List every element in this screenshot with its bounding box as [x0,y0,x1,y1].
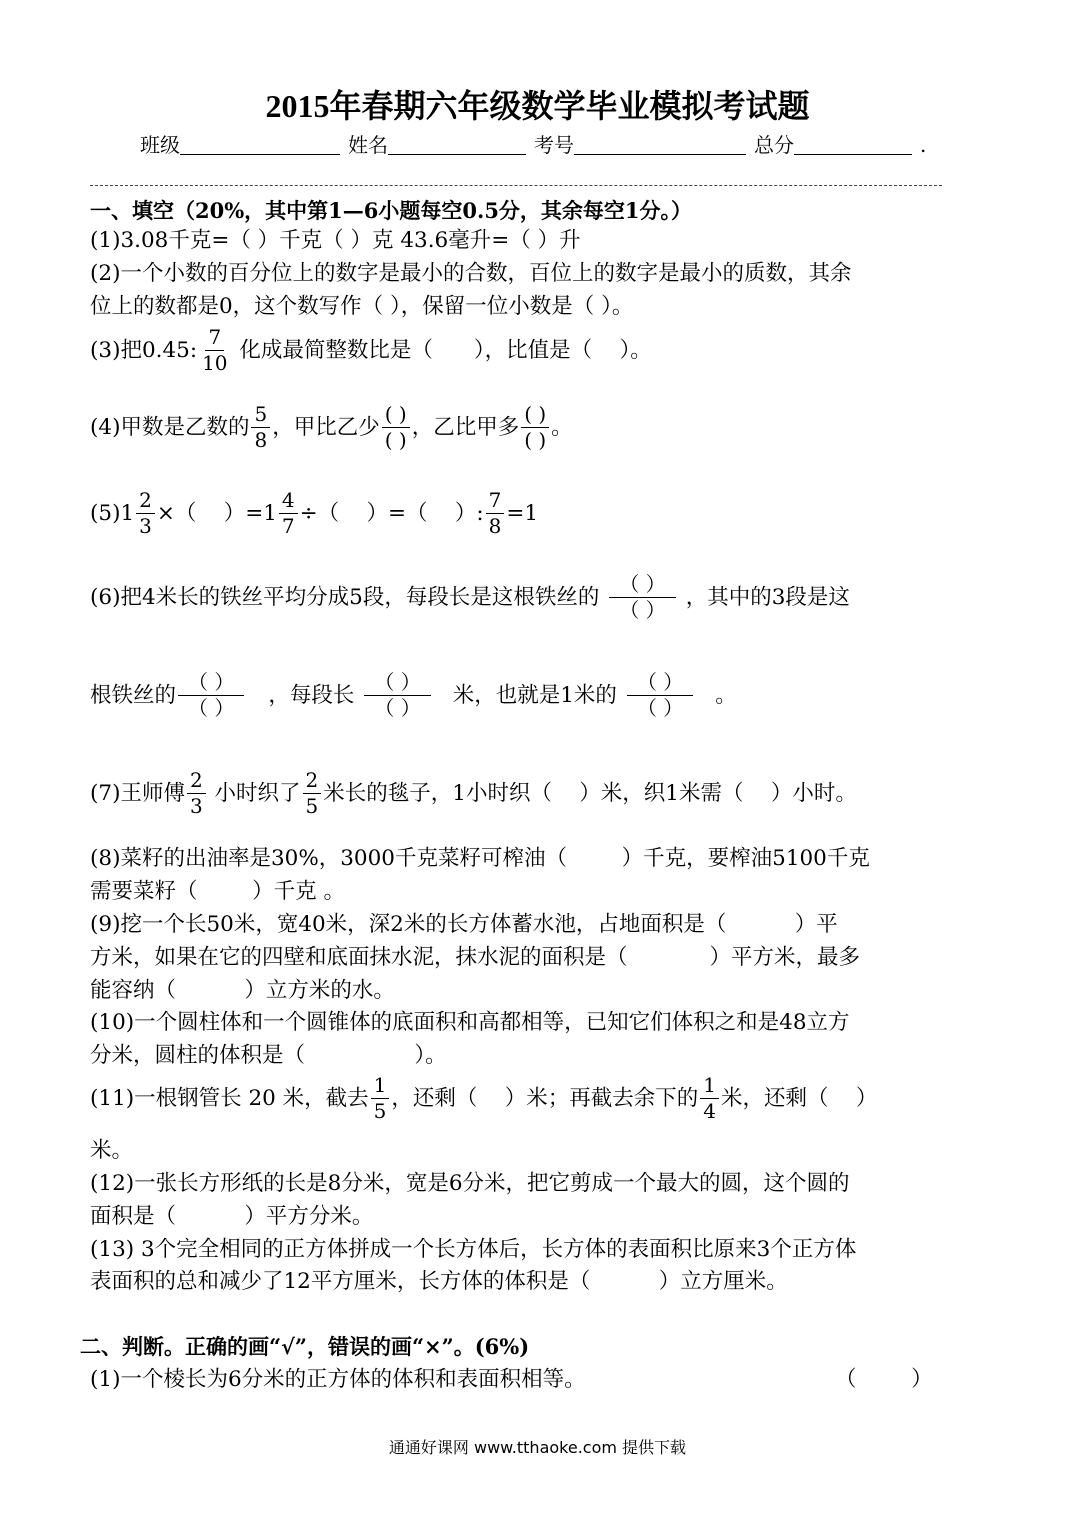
q4-blank-numerator-2: ( ) [521,404,549,428]
q3-text-pre: (3)把0.45: [90,337,198,363]
q6-line1-text-pre: (6)把4米长的铁丝平均分成5段，每段长是这根铁丝的 [90,584,600,610]
q5-fraction-b [279,490,298,537]
q6-blank-numerator-4: （ ） [627,672,693,696]
q11-text-post: 米，还剩（ ） [720,1085,878,1111]
name-field[interactable] [388,134,526,155]
q4-blank-numerator-1: ( ) [382,404,410,428]
q5-b-denominator: 7 [281,514,295,538]
q4-text-pre: (4)甲数是乙数的 [90,414,250,440]
question-2-line1: (2)一个小数的百分位上的数字是最小的合数，百位上的数字是最小的质数，其余 [90,261,852,286]
exam-number-field[interactable] [574,134,746,155]
class-field[interactable] [180,134,340,155]
student-info-row [140,134,926,155]
q6-blank-fraction-4[interactable] [627,672,693,719]
q6-blank-fraction-1[interactable] [609,574,675,621]
q4-text-end: 。 [551,414,573,440]
section1-heading: 一、填空（20%，其中第1—6小题每空0.5分，其余每空1分。） [90,198,693,223]
class-label: 班级 [140,133,180,157]
q7-a-denominator: 3 [189,794,203,818]
question-9-line1: (9)挖一个长50米，宽40米，深2米的长方体蓄水池，占地面积是（ ）平 [90,912,838,937]
question-5 [90,490,538,537]
section2-heading: 二、判断。正确的画“√”，错误的画“×”。(6%) [80,1334,530,1359]
q6-line2-text-pre: 根铁丝的 [90,682,177,708]
q11-fraction-a [371,1075,390,1122]
q5-b-numerator: 4 [279,490,298,514]
q3-denominator: 10 [202,351,228,375]
total-score-field[interactable] [794,134,912,155]
q5-a-denominator: 3 [139,514,152,538]
judgement-question-1: (1)一个棱长为6分米的正方体的体积和表面积相等。 [90,1367,586,1392]
name-label: 姓名 [348,133,388,157]
q4-blank-fraction-1[interactable] [382,404,410,451]
q11-b-numerator: 1 [700,1075,719,1099]
q6-blank-fraction-3[interactable] [364,672,430,719]
q7-b-numerator: 2 [303,770,322,794]
page-title: 2015年春期六年级数学毕业模拟考试题 [265,88,810,124]
q6-blank-fraction-2[interactable] [178,672,244,719]
q4-text-mid2: ，乙比甲多 [411,414,520,440]
q5-fraction-c [486,490,505,537]
q6-blank-denominator-2: （ ） [188,696,235,720]
question-12-line1: (12)一张长方形纸的长是8分米，宽是6分米，把它剪成一个最大的圆，这个圆的 [90,1171,850,1196]
question-11-line2: 米。 [90,1138,134,1163]
question-9-line3: 能容纳（ ）立方米的水。 [90,978,395,1003]
exam-number-label: 考号 [534,133,574,157]
q7-a-numerator: 2 [187,770,206,794]
q11-text-pre: (11)一根钢管长 20 米，截去 [90,1085,369,1111]
q5-c-denominator: 8 [488,514,502,538]
q5-text-end: =1 [506,500,539,526]
q4-denominator: 8 [254,428,268,452]
q11-a-denominator: 5 [373,1099,387,1123]
q11-a-numerator: 1 [371,1075,390,1099]
q3-fraction [199,327,230,374]
question-2-line2: 位上的数都是0，这个数写作（ ），保留一位小数是（ ）。 [90,294,634,319]
end-mark: . [920,133,927,157]
q3-numerator: 7 [205,327,224,351]
q5-text-mid1: ×（ ）=1 [156,500,277,526]
q6-blank-denominator-3: （ ） [374,696,421,720]
q7-fraction-b [303,770,322,817]
q4-numerator: 5 [251,404,270,428]
question-12-line2: 面积是（ ）平方分米。 [90,1204,374,1229]
q4-blank-fraction-2[interactable] [521,404,549,451]
q11-b-denominator: 4 [703,1099,716,1123]
question-13-line1: (13) 3个完全相同的正方体拼成一个长方体后，长方体的表面积比原来3个正方体 [90,1237,857,1262]
q5-c-numerator: 7 [486,490,505,514]
q5-text-pre: (5)1 [90,500,135,526]
q11-fraction-b [700,1075,719,1122]
question-8-line2: 需要菜籽（ ）千克 。 [90,879,346,904]
question-9-line2: 方米，如果在它的四壁和底面抹水泥，抹水泥的面积是（ ）平方米，最多 [90,945,861,970]
q7-text-mid: 小时织了 [207,780,301,806]
q6-blank-numerator-2: （ ） [178,672,244,696]
question-3 [90,327,652,374]
q7-fraction-a [187,770,206,817]
q6-line1-text-post: ，其中的3段是这 [685,584,850,610]
q4-text-mid: ，甲比乙少 [272,414,380,440]
q6-blank-denominator-4: （ ） [636,696,684,720]
q7-b-denominator: 5 [305,794,319,818]
question-6-line2 [90,672,737,719]
question-7 [90,770,857,817]
question-10-line1: (10)一个圆柱体和一个圆锥体的底面积和高都相等，已知它们体积之和是48立方 [90,1010,850,1035]
q6-line2-text-end: 。 [715,682,737,708]
question-8-line1: (8)菜籽的出油率是30%，3000千克菜籽可榨油（ ）千克，要榨油5100千克 [90,846,870,871]
q6-blank-denominator-1: （ ） [619,598,666,622]
q4-blank-denominator-1: ( ) [384,428,407,452]
q6-line2-text-mid2: 米，也就是1米的 [452,682,617,708]
question-6-line1 [90,574,850,621]
q5-text-mid2: ÷（ ）=（ ）: [299,500,484,526]
question-1: (1)3.08千克=（ ）千克（ ）克 43.6毫升=（ ）升 [90,228,581,253]
q4-fraction [251,404,270,451]
q7-text-pre: (7)王师傅 [90,780,185,806]
q6-blank-numerator-1: （ ） [609,574,675,598]
footer-credit: 通通好课网 www.tthaoke.com 提供下载 [388,1438,687,1457]
q4-blank-denominator-2: ( ) [524,428,547,452]
q11-text-mid: ，还剩（ ）米；再截去余下的 [391,1085,699,1111]
q3-text-post: 化成最简整数比是（ ），比值是（ ）。 [232,337,652,363]
question-11 [90,1075,877,1122]
total-score-label: 总分 [754,133,794,157]
q5-a-numerator: 2 [136,490,155,514]
q7-text-post: 米长的毯子，1小时织（ ）米，织1米需（ ）小时。 [323,780,857,806]
judgement-answer-blank-1[interactable]: （ ） [835,1367,933,1392]
q5-fraction-a [136,490,155,537]
divider-line [90,185,942,186]
question-4 [90,404,573,451]
q6-blank-numerator-3: （ ） [364,672,430,696]
question-10-line2: 分米，圆柱的体积是（ ）。 [90,1043,447,1068]
q6-line2-text-mid1: ，每段长 [268,682,355,708]
question-13-line2: 表面积的总和减少了12平方厘米，长方体的体积是（ ）立方厘米。 [90,1269,788,1294]
